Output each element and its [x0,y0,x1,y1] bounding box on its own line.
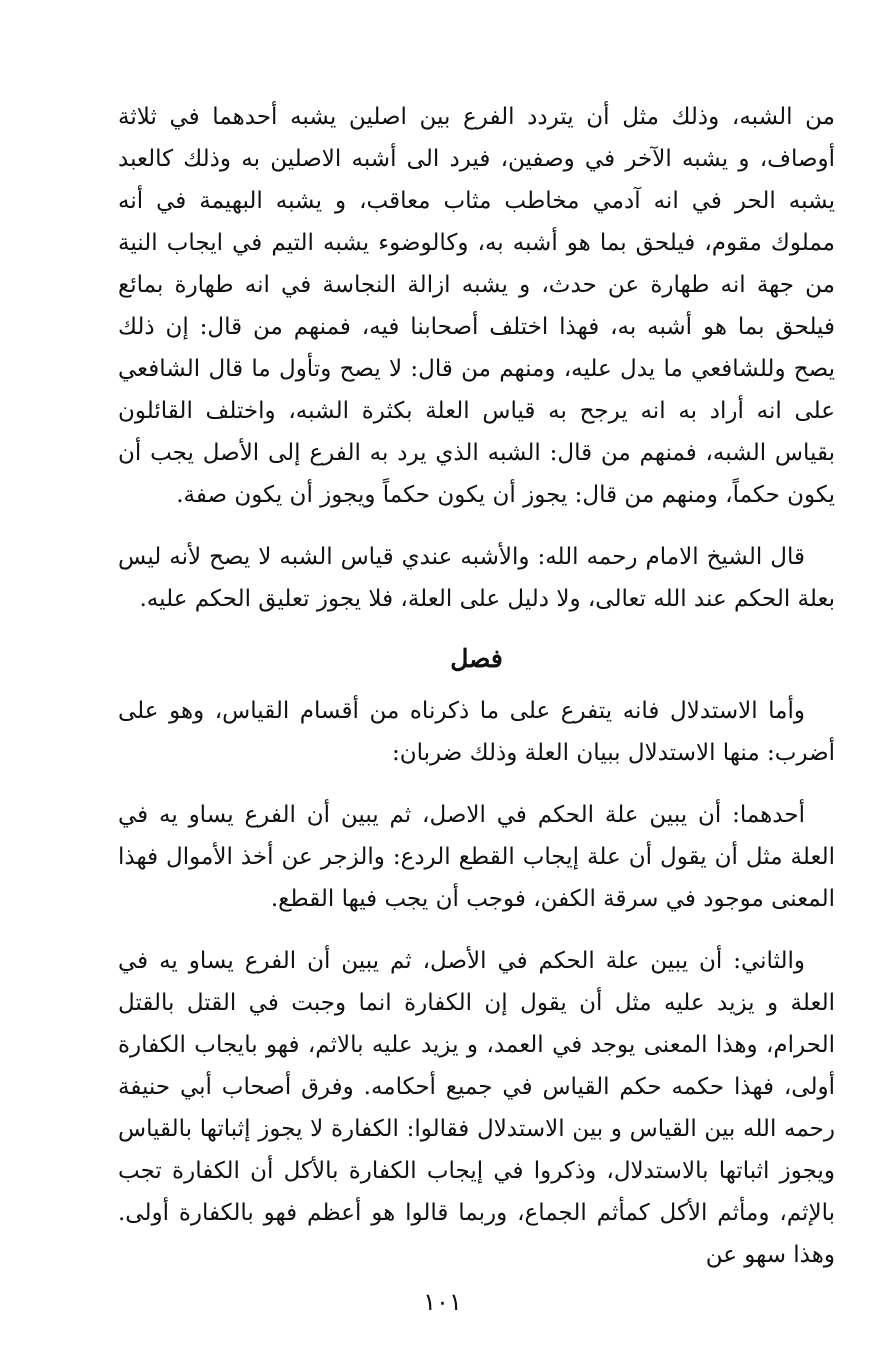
paragraph-gap [118,920,835,940]
paragraph-shabah-analogy: من الشبه، وذلك مثل أن يتردد الفرع بين اصلين يشبه أحدهما في ثلاثة أوصاف، و يشبه الآخر في وصفين، فيرد الى أشبه الاصلين به وذلك كالعبد يشبه الحر في انه آدمي مخاطب مثاب معاقب، و يشبه البهيمة في أنه مملوك مقوم، فيلحق بما هو أشبه به، وكالوضوء يشبه التيم في ايجاب النية من جهة انه طهارة عن حدث، و يشبه ازالة النجاسة في انه طهارة بمائع فيلحق بما هو أشبه به، فهذا اختلف أصحابنا فيه، فمنهم من قال: إن ذلك يصح وللشافعي ما يدل عليه، ومنهم من قال: لا يصح وتأول ما قال الشافعي على انه أراد به انه يرجح به قياس العلة بكثرة الشبه، واختلف القائلون بقياس الشبه، فمنهم من قال: الشبه الذي يرد به الفرع إلى الأصل يجب أن يكون حكماً، ومنهم من قال: يجوز أن يكون حكماً ويجوز أن يكون صفة. [118,104,835,508]
section-heading: فصل [450,644,503,673]
paragraph-first-type: أحدهما: أن يبين علة الحكم في الاصل، ثم يبين أن الفرع يساو يه في العلة مثل أن يقول أن علة إيجاب القطع الردع: والزجر عن أخذ الأموال فهذا المعنى موجود في سرقة الكفن، فوجب أن يجب فيها القطع. [118,802,835,912]
paragraph-gap [118,774,835,794]
paragraph-imam-opinion: قال الشيخ الامام رحمه الله: والأشبه عندي قياس الشبه لا يصح لأنه ليس بعلة الحكم عند الله تعالى، ولا دليل على العلة، فلا يجوز تعليق الحكم عليه. [118,544,835,612]
paragraph-gap [118,516,835,536]
paragraph-istidlal-intro: وأما الاستدلال فانه يتفرع على ما ذكرناه من أقسام القياس، وهو على أضرب: منها الاستدلال ببيان العلة وذلك ضربان: [118,698,835,766]
paragraph-second-type: والثاني: أن يبين علة الحكم في الأصل، ثم يبين أن الفرع يساو يه في العلة و يزيد عليه مثل أن يقول إن الكفارة انما وجبت في القتل بالقتل الحرام، وهذا المعنى يوجد في العمد، و يزيد عليه بالاثم، فهو بايجاب الكفارة أولى، فهذا حكمه حكم القياس في جميع أحكامه. وفرق أصحاب أبي حنيفة رحمه الله بين القياس و بين الاستدلال فقالوا: الكفارة لا يجوز إثباتها بالقياس ويجوز اثباتها بالاستدلال، وذكروا في إيجاب الكفارة بالأكل أن الكفارة تجب بالإثم، ومأثم الأكل كمأثم الجماع، وربما قالوا هو أعظم فهو بالكفارة أولى. وهذا سهو عن [118,948,835,1268]
page-number: ١٠١ [423,1288,462,1316]
page-body [118,96,835,1276]
